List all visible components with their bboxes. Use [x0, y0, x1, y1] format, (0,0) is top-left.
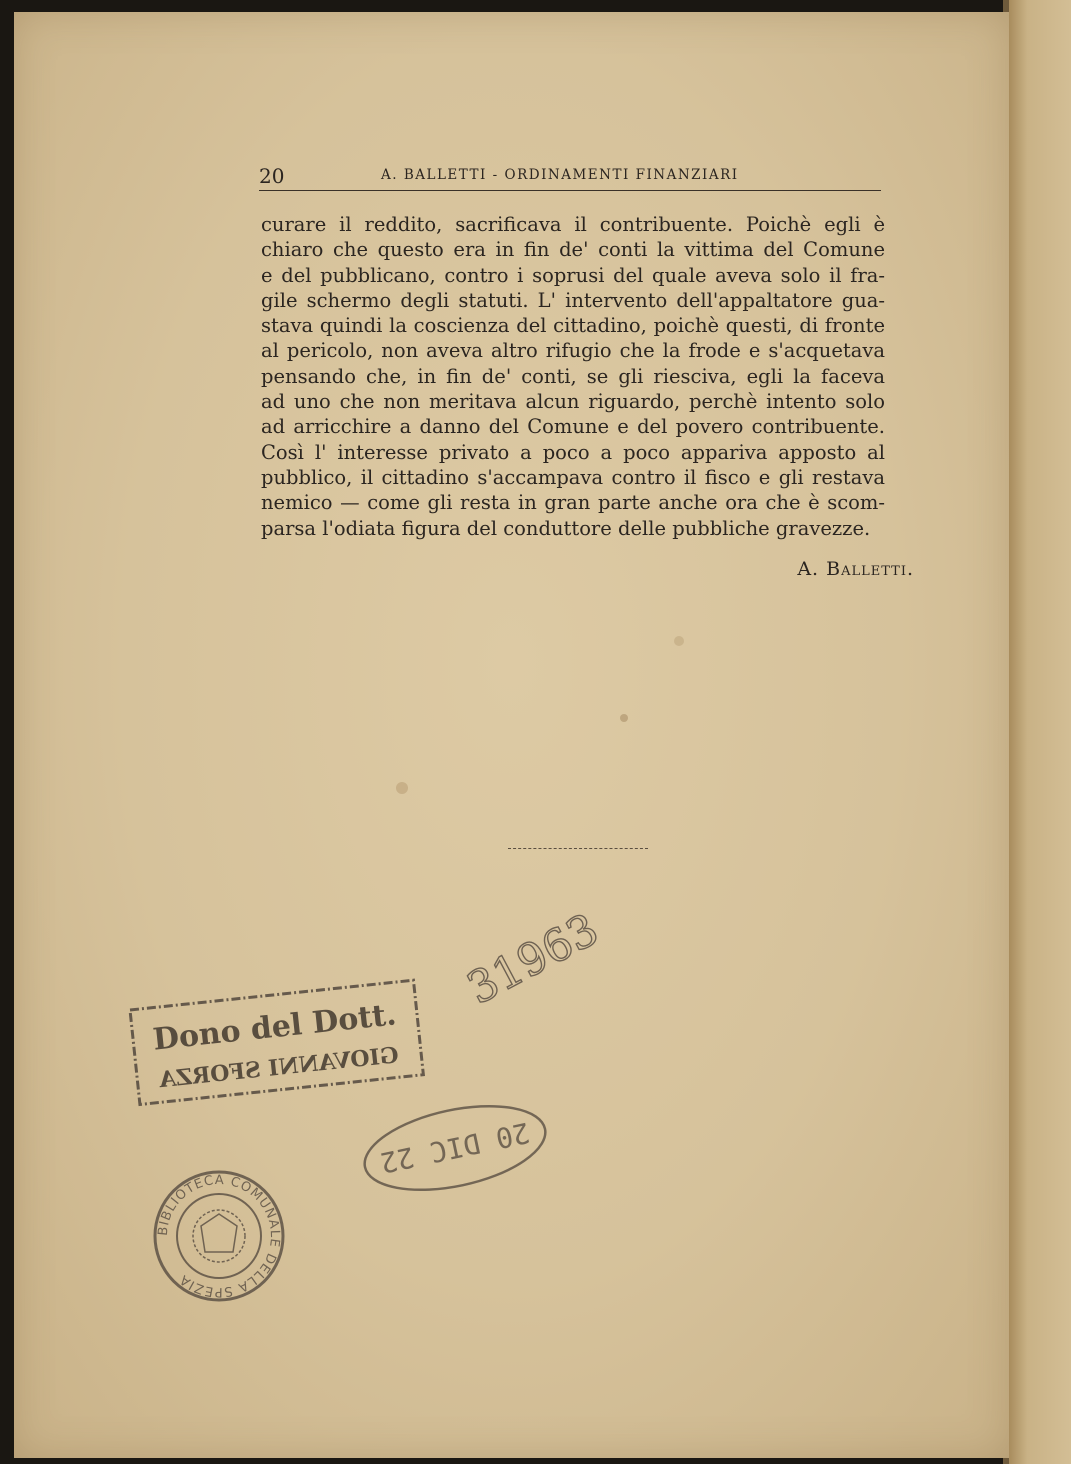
text-line: gile schermo degli statuti. L' intervento dell'appaltatore gua-	[261, 288, 885, 312]
text-line: nemico — come gli resta in gran parte anche ora che è scom-	[261, 491, 885, 515]
donation-stamp-line2: GIOVANNI SFORZA	[157, 1042, 400, 1094]
seal-text: BIBLIOTECA COMUNALE DELLA SPEZIA	[155, 1172, 283, 1300]
author-signature: A. Balletti.	[797, 558, 914, 580]
text-line: stava quindi la coscienza del cittadino, poichè questi, di fronte	[261, 314, 885, 338]
date-stamp-text: 20 DIC 22	[377, 1115, 533, 1180]
text-line: curare il reddito, sacrificava il contribuente. Poichè egli è	[261, 213, 885, 236]
text-line: ad arricchire a danno del Comune e del povero contribuente.	[261, 415, 885, 439]
text-line: pensando che, in fin de' conti, se gli riesciva, egli la faceva	[261, 364, 885, 388]
text-line: Così l' interesse privato a poco a poco appariva apposto al	[261, 440, 885, 464]
donation-stamp-line1: Dono del Dott.	[151, 997, 398, 1058]
adjacent-page-edge	[1009, 0, 1071, 1464]
body-paragraph	[261, 212, 885, 541]
text-line: chiaro che questo era in fin de' conti la vittima del Comune	[261, 238, 885, 262]
text-line: al pericolo, non aveva altro rifugio che la frode e s'acquetava	[261, 339, 885, 363]
text-line: pubblico, il cittadino s'accampava contro il fisco e gli restava	[261, 465, 885, 489]
text-line: parsa l'odiata figura del conduttore delle pubbliche gravezze.	[261, 516, 871, 540]
inventory-number: 31963	[459, 903, 607, 1015]
end-rule	[508, 848, 648, 849]
page-number: 20	[259, 164, 285, 188]
running-title: A. BALLETTI - ORDINAMENTI FINANZIARI	[381, 167, 739, 183]
running-header	[259, 162, 881, 191]
text-line: ad uno che non meritava alcun riguardo, perchè intento solo	[261, 390, 885, 414]
text-line: e del pubblicano, contro i soprusi del quale aveva solo il fra-	[261, 263, 885, 287]
